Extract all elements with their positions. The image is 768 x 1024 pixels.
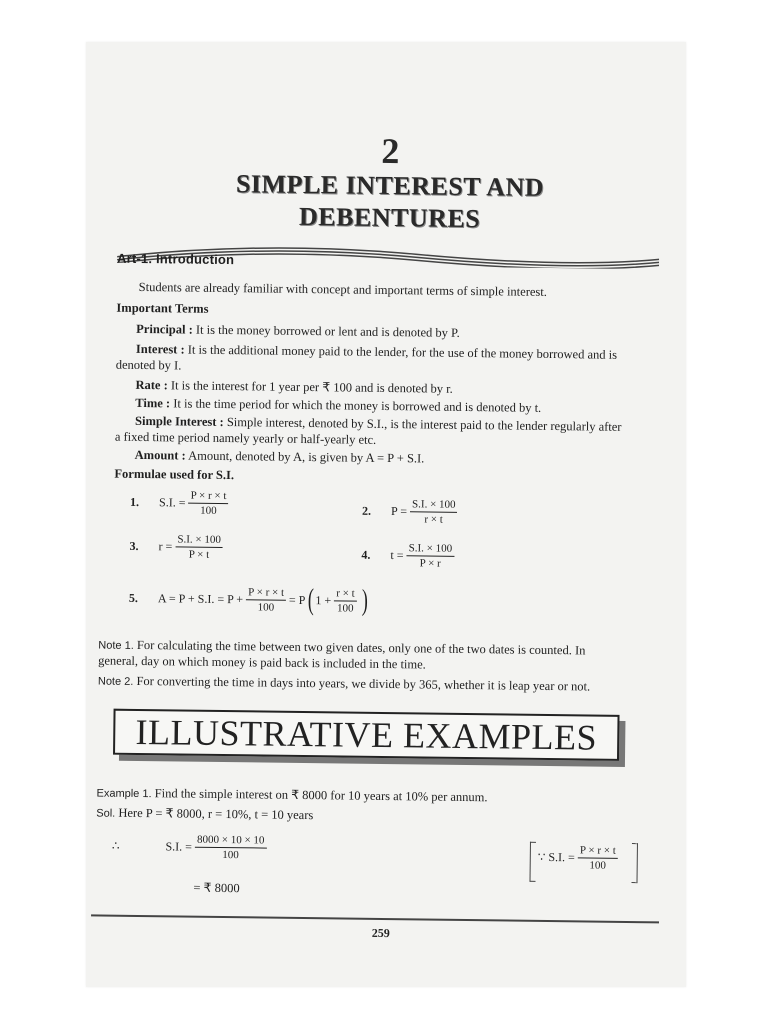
formula-2-numerator: S.I. × 100 (410, 498, 458, 513)
page-number: 259 (371, 925, 390, 941)
formula-1-number: 1. (130, 494, 140, 509)
formula-5-fraction (246, 586, 286, 613)
formula-3-lhs: r = (158, 539, 173, 554)
formula-5-inner-denominator: 100 (337, 601, 354, 615)
solution-label: Sol. (96, 807, 116, 820)
note-2 (98, 672, 590, 695)
example-1-text: Find the simple interest on ₹ 8000 for 10 years at 10% per annum. (151, 786, 488, 805)
formula-principal (362, 498, 461, 526)
formula-5-lhs: A = P + S.I. = P + (157, 590, 244, 606)
formula-time (361, 542, 457, 570)
formula-1-fraction (188, 490, 228, 517)
note-2-text: For converting the time in days into years, we divide by 365, whether it is leap year or not. (133, 673, 591, 694)
calc-si-numerator: 8000 × 10 × 10 (195, 834, 267, 849)
rate-label: Rate : (135, 377, 168, 393)
amount-label: Amount : (134, 447, 186, 463)
calc-si-lhs: S.I. = (165, 839, 193, 854)
because-fraction (578, 844, 618, 871)
formula-5-inner-numerator: r × t (334, 587, 357, 601)
chapter-title-line2: DEBENTURES (298, 201, 481, 234)
because-numerator: P × r × t (578, 844, 618, 858)
time-label: Time : (135, 395, 171, 411)
formula-4-number: 4. (361, 547, 371, 562)
rate-text: It is the interest for 1 year per ₹ 100 and is denoted by r. (167, 378, 453, 396)
because-formula-bracket (530, 842, 638, 881)
left-paren: ( (307, 583, 314, 617)
footer-rule (91, 914, 659, 923)
formula-5-inner-fraction (334, 587, 357, 614)
amount-text: Amount, denoted by A, is given by A = P + S.I. (185, 448, 425, 466)
principal-definition (136, 321, 460, 341)
calc-si-denominator: 100 (222, 849, 239, 862)
formula-1-denominator: 100 (200, 504, 217, 517)
solution-given-text: Here P = ₹ 8000, r = 10%, t = 10 years (115, 805, 314, 823)
terms-heading: Important Terms (116, 300, 209, 316)
formula-3-numerator: S.I. × 100 (175, 533, 223, 548)
therefore-symbol: ∴ (111, 838, 120, 853)
formula-5-number: 5. (128, 590, 139, 605)
chapter-title (149, 167, 630, 237)
illustrative-examples-heading: ILLUSTRATIVE EXAMPLES (135, 711, 598, 758)
example-1-label: Example 1. (96, 787, 152, 801)
si-continuation: a fixed time period namely yearly or half-yearly etc. (114, 429, 377, 447)
principal-label: Principal : (136, 321, 193, 337)
left-bracket (529, 842, 535, 882)
because-denominator: 100 (589, 859, 607, 872)
chapter-number: 2 (381, 130, 400, 172)
formula-3-number: 3. (129, 538, 139, 553)
formula-5-mid: = P (288, 592, 306, 607)
formula-3-denominator: P × t (188, 548, 210, 561)
formulae-heading: Formulae used for S.I. (114, 466, 235, 483)
note-1-text: For calculating the time between two given dates, only one of the two dates is counted. In (133, 637, 586, 658)
book-page (86, 42, 686, 987)
formula-2-lhs: P = (390, 504, 408, 519)
interest-label: Interest : (135, 341, 185, 357)
formula-1-lhs: S.I. = (159, 495, 186, 510)
example-1-solution-given (96, 804, 313, 824)
formula-5-numerator: P × r × t (246, 586, 286, 600)
formula-amount (129, 583, 370, 616)
formula-2-number: 2. (361, 503, 372, 518)
amount-definition (135, 447, 425, 467)
illustrative-examples-banner (113, 709, 620, 761)
intro-heading: Art-1. Introduction (116, 250, 235, 268)
because-formula (538, 844, 621, 872)
note-1-continuation: general, day on which money is paid back is included in the time. (98, 653, 426, 672)
because-lhs: ∵ S.I. = (537, 849, 575, 865)
interest-definition (136, 341, 617, 363)
formula-4-fraction (406, 542, 454, 570)
rate-definition (135, 377, 452, 397)
example-1-question (96, 784, 487, 806)
formula-2-fraction (410, 498, 458, 526)
example-1-result: = ₹ 8000 (193, 880, 240, 896)
principal-text: It is the money borrowed or lent and is denoted by P. (192, 322, 460, 340)
formula-si (130, 489, 232, 517)
note-2-label: Note 2. (97, 675, 134, 688)
formula-5-inner-one: 1 + (315, 592, 332, 607)
formula-4-denominator: P × r (419, 557, 441, 570)
formula-rate (129, 533, 226, 561)
formula-4-lhs: t = (390, 548, 404, 563)
formula-2-denominator: r × t (424, 513, 443, 526)
interest-continuation: denoted by I. (115, 357, 182, 373)
formula-5-denominator: 100 (257, 600, 275, 614)
si-label: Simple Interest : (135, 413, 224, 430)
right-paren: ) (361, 583, 368, 617)
chapter-title-line1: SIMPLE INTEREST AND (235, 169, 545, 202)
note-1-label: Note 1. (98, 639, 134, 652)
formula-1-numerator: P × r × t (189, 490, 229, 504)
si-text: Simple interest, denoted by S.I., is the interest paid to the lender regularly after (223, 415, 622, 434)
right-bracket (631, 843, 637, 883)
time-text: It is the time period for which the money is borrowed and is denoted by t. (170, 396, 542, 415)
formula-4-numerator: S.I. × 100 (407, 542, 455, 557)
calc-si-fraction (195, 834, 267, 862)
intro-text: Students are already familiar with concept and important terms of simple interest. (138, 279, 548, 299)
formula-3-fraction (175, 533, 223, 561)
example-1-calculation (112, 833, 270, 862)
page-content (80, 38, 692, 990)
interest-text: It is the additional money paid to the lender, for the use of the money borrowed and is (184, 342, 618, 362)
